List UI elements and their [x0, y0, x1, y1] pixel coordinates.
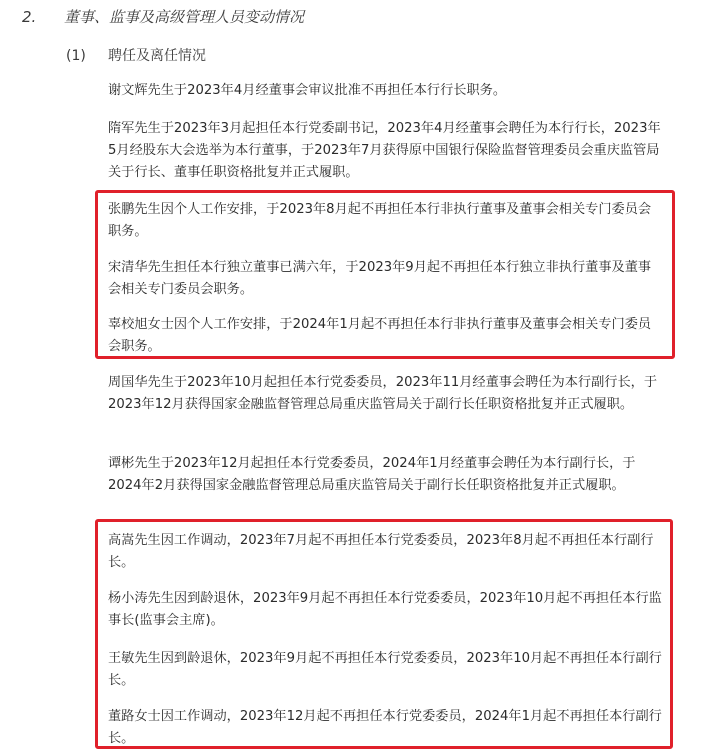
section-heading: [22, 6, 304, 27]
paragraph-tan-bin: 谭彬先生于2023年12月起担任本行党委委员，2024年1月经董事会聘任为本行副行长，于2024年2月获得国家金融监督管理总局重庆监管局关于副行长任职资格批复并正式履职。: [108, 456, 636, 493]
section-number: 2.: [22, 8, 37, 26]
subsection-number: (1): [66, 48, 86, 64]
paragraph-wang-min: 王敏先生因到龄退休，2023年9月起不再担任本行党委委员，2023年10月起不再担任本行副行长。: [108, 651, 662, 688]
paragraph-gao-song: 高嵩先生因工作调动，2023年7月起不再担任本行党委委员，2023年8月起不再担任本行副行长。: [108, 533, 654, 570]
paragraph-yang-xiaotao: 杨小涛先生因到龄退休，2023年9月起不再担任本行党委委员，2023年10月起不再担任本行监事长(监事会主席)。: [108, 591, 662, 628]
paragraph-sui-jun: 隋军先生于2023年3月起担任本行党委副书记，2023年4月经董事会聘任为本行行长，2023年5月经股东大会选举为本行董事，于2023年7月获得原中国银行保险监督管理委员会重庆监管局关于行长、董事任职资格批复并正式履职。: [108, 121, 661, 180]
paragraph-xie-wenhui: 谢文辉先生于2023年4月经董事会审议批准不再担任本行行长职务。: [108, 83, 507, 98]
paragraph-song-qinghua: 宋清华先生担任本行独立董事已满六年，于2023年9月起不再担任本行独立非执行董事及董事会相关专门委员会职务。: [108, 260, 652, 297]
paragraph-zhang-peng: 张鹏先生因个人工作安排，于2023年8月起不再担任本行非执行董事及董事会相关专门委员会职务。: [108, 202, 652, 239]
paragraph-zhou-guohua: 周国华先生于2023年10月起担任本行党委委员，2023年11月经董事会聘任为本行副行长，于2023年12月获得国家金融监督管理总局重庆监管局关于副行长任职资格批复并正式履职。: [108, 375, 658, 412]
subsection-title: 聘任及离任情况: [108, 48, 206, 64]
subsection-heading: [66, 45, 206, 65]
section-title: 董事、监事及高级管理人员变动情况: [64, 8, 305, 26]
paragraph-dong-lu: 董路女士因工作调动，2023年12月起不再担任本行党委委员，2024年1月起不再担任本行副行长。: [108, 709, 662, 746]
paragraph-gu-xiaoxu: 辜校旭女士因个人工作安排，于2024年1月起不再担任本行非执行董事及董事会相关专门委员会职务。: [108, 317, 652, 354]
